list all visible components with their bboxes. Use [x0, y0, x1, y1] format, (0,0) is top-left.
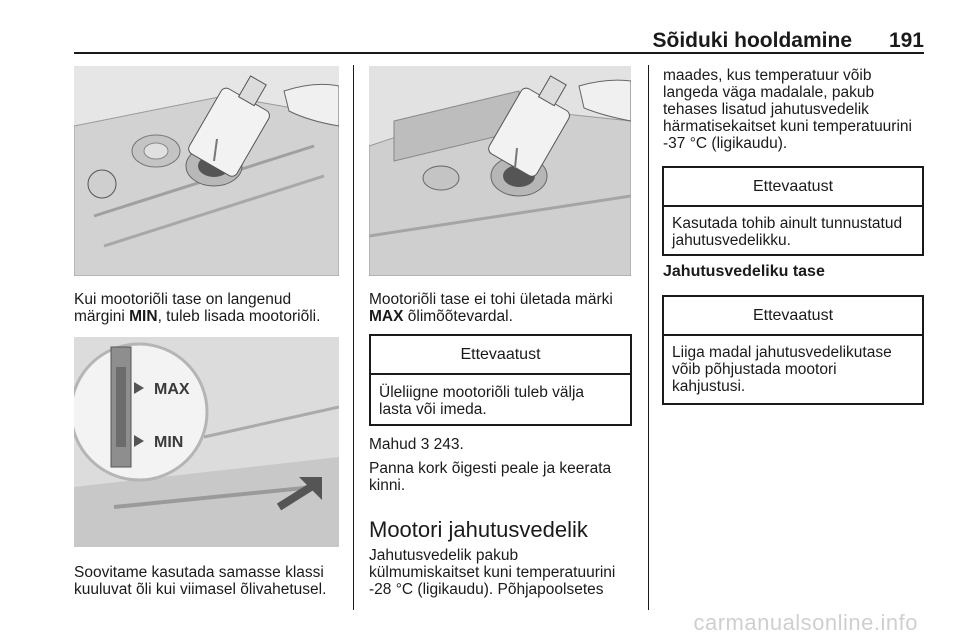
- caution-text: Liiga madal jahutusvedelikutase: [672, 344, 892, 361]
- oil-fill-illustration: [74, 66, 339, 276]
- page-reference-arrow: 3: [420, 436, 430, 453]
- caution-text: kahjustusi.: [672, 378, 746, 395]
- caption-line: Mootoriõli tase ei tohi ületada märki: [369, 291, 613, 308]
- body-text: kinni.: [369, 477, 406, 494]
- page-section-title: Sõiduki hooldamine: [652, 29, 852, 52]
- body-text: Jahutusvedelik pakub: [369, 547, 519, 564]
- body-text: Panna kork õigesti peale ja keerata: [369, 460, 612, 477]
- caution-title: Ettevaatust: [371, 336, 630, 375]
- subheading: Jahutusvedeliku tase: [663, 263, 825, 280]
- caution-title: Ettevaatust: [664, 297, 922, 336]
- body-text: tehases lisatud jahutusvedelik: [663, 101, 869, 118]
- column-divider: [353, 65, 354, 610]
- caution-box: [369, 334, 632, 426]
- caution-box: [662, 166, 924, 256]
- body-text: maades, kus temperatuur võib: [663, 67, 872, 84]
- body-text: -37 °C (ligikaudu).: [663, 135, 788, 152]
- caution-box: [662, 295, 924, 405]
- caution-text: jahutusvedelikku.: [672, 232, 791, 249]
- caption-line: Kui mootoriõli tase on langenud: [74, 291, 292, 308]
- caution-text: Kasutada tohib ainult tunnustatud: [672, 215, 903, 232]
- body-text: -28 °C (ligikaudu). Põhjapoolsetes: [369, 581, 604, 598]
- caution-text: lasta või imeda.: [379, 401, 487, 418]
- body-text: külmumiskaitset kuni temperatuurini: [369, 564, 616, 581]
- section-heading: Mootori jahutusvedelik: [369, 517, 588, 542]
- caption-line: õlimõõtevardal.: [403, 308, 513, 325]
- capacity-text: Mahud: [369, 436, 417, 453]
- header-rule: [74, 52, 924, 54]
- min-mark: MIN: [129, 308, 158, 325]
- caution-title: Ettevaatust: [664, 168, 922, 207]
- dipstick-max-label: MAX: [154, 381, 190, 398]
- oil-fill-illustration-2: [369, 66, 631, 276]
- body-text: langeda väga madalale, pakub: [663, 84, 875, 101]
- caution-text: võib põhjustada mootori: [672, 361, 837, 378]
- caption-line: märgini: [74, 308, 130, 325]
- page-number: 191: [888, 29, 924, 52]
- caution-text: Üleliigne mootoriõli tuleb välja: [379, 384, 585, 401]
- column-divider: [648, 65, 649, 610]
- capacity-page: 243.: [433, 436, 464, 453]
- caption-line: Soovitame kasutada samasse klassi: [74, 564, 324, 581]
- dipstick-illustration: [74, 337, 339, 547]
- watermark: carmanualsonline.info: [693, 610, 918, 635]
- caption-line: kuuluvat õli kui viimasel õlivahetusel.: [74, 581, 327, 598]
- dipstick-min-label: MIN: [154, 434, 184, 451]
- max-mark: MAX: [369, 308, 404, 325]
- caption-line: , tuleb lisada mootoriõli.: [157, 308, 321, 325]
- body-text: härmatisekaitset kuni temperatuurini: [663, 118, 912, 135]
